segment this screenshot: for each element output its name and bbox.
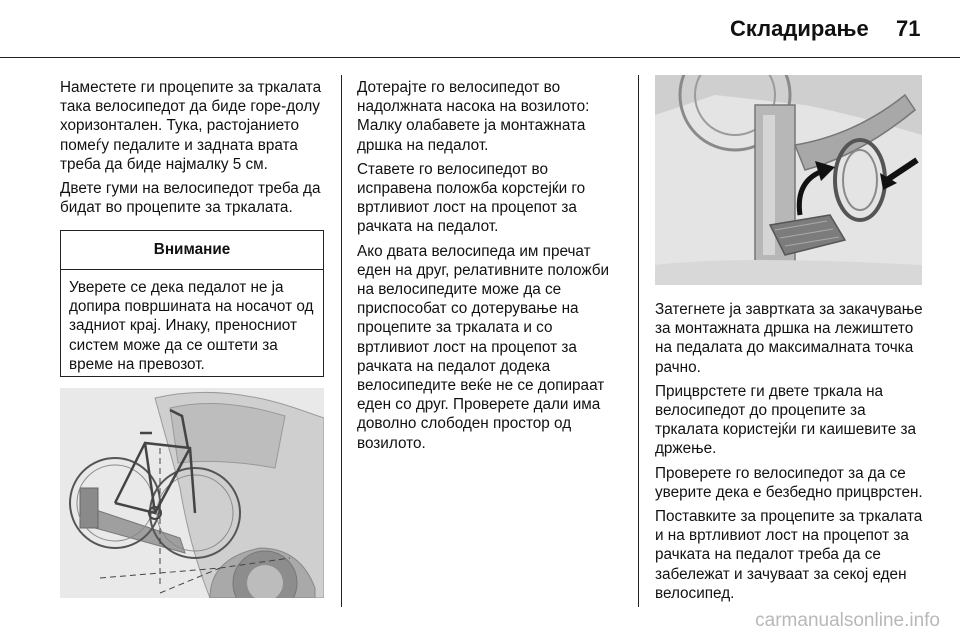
column-middle <box>357 78 627 458</box>
paragraph: Наместете ги процепите за тркалата така велосипедот да биде горе-долу хоризонтален. Тука, растојанието помеѓу педалите и задната врата треба да биде најмалку 5 cм. <box>60 79 322 173</box>
column-divider <box>341 75 342 607</box>
watermark-text: carmanualsonline.info <box>755 610 940 631</box>
page-title: Складирање <box>730 16 869 41</box>
header-divider <box>0 57 960 58</box>
paragraph: Двете гуми на велосипедот треба да бидат во процепите за тркалата. <box>60 180 321 217</box>
paragraph: Дотерајте го велосипедот во надолжната насока на возилото: Малку олабавете ја монтажната дршка на педалот. <box>357 79 590 154</box>
warning-title: Внимание <box>61 231 323 270</box>
column-left <box>60 78 328 222</box>
page-number: 71 <box>896 16 921 41</box>
column-divider <box>638 75 639 607</box>
paragraph: Ако двата велосипеда им пречат еден на друг, релативните положби на велосипедите може да се приспособат со дотерување на процепите за тркалата и со вртливиот лост на процепот за рачката на педалот додека велосипедите веќе не се допираат еден со друг. Проверете дали има доволно слободен простор од возилото. <box>357 242 610 452</box>
bike-carrier-illustration <box>60 388 324 598</box>
warning-box <box>60 230 324 377</box>
paragraph: Затегнете ја завртката за закачување за монтажната дршка на лежиштето на педалата до максималната точка рачно. <box>655 301 923 376</box>
warning-text: Уверете се дека педалот не ја допира површината на носачот од задниот крај. Инаку, преносниот систем може да се оштети за време на превозот. <box>69 279 314 373</box>
pedal-mount-drawing <box>655 75 922 285</box>
car-rear-with-bike-drawing <box>60 388 324 598</box>
column-right <box>655 300 925 608</box>
paragraph: Прицврстете ги двете тркала на велосипедот до процепите за тркалата користејќи ги каишевите за држење. <box>655 382 917 458</box>
paragraph: Проверете го велосипедот за да се уверите дека е безбедно прицврстен. <box>655 464 923 501</box>
paragraph: Ставете го велосипедот во исправена положба корстејќи го вртливиот лост на процепот за рачката на педалот. <box>357 160 586 236</box>
pedal-clamp-illustration <box>655 75 922 285</box>
paragraph: Поставките за процепите за тркалата и на вртливиот лост на процепот за рачката на педалот треба да се забележат и зачуваат за секој еден велосипед. <box>655 508 923 602</box>
